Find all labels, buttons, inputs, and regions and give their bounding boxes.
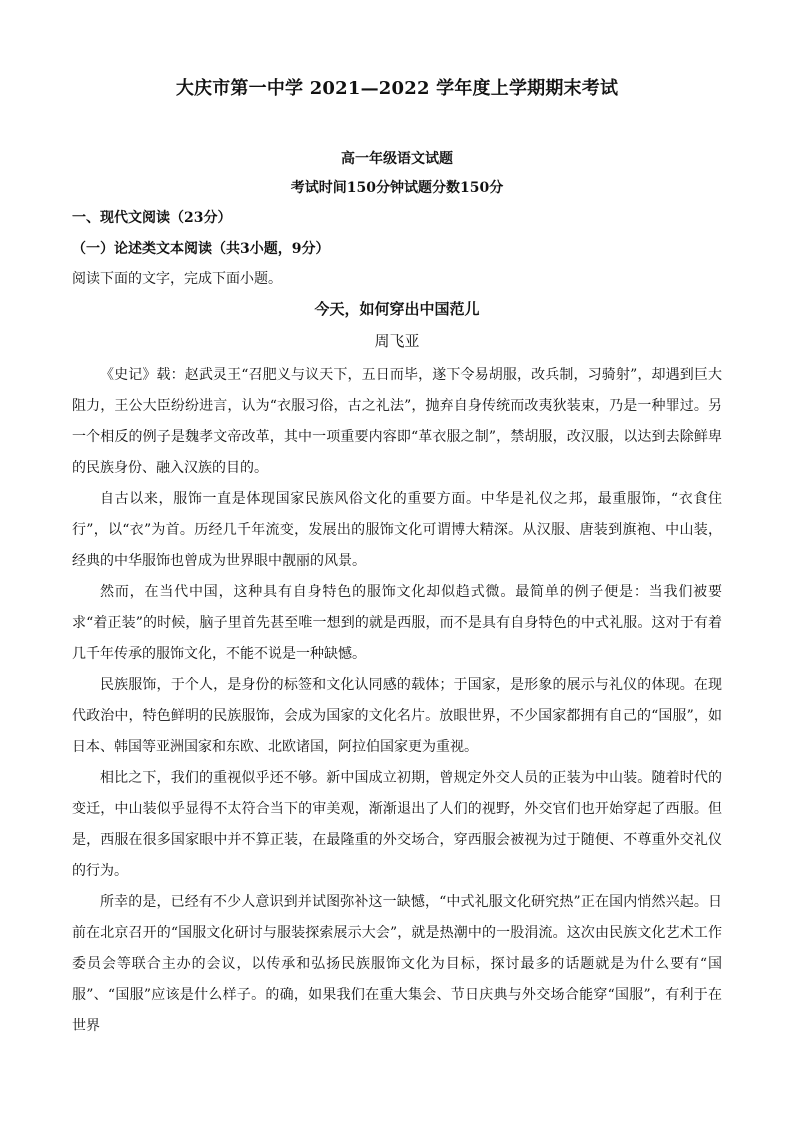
article-title: 今天，如何穿出中国范儿: [314, 300, 480, 318]
subsection-heading-argumentative: （一）论述类文本阅读（共3小题，9分）: [72, 241, 330, 257]
article-body: [72, 360, 722, 1042]
article-paragraph: 然而，在当代中国，这种具有自身特色的服饰文化却似趋式微。最简单的例子便是：当我们被要求“着正装”的时候，脑子里首先甚至唯一想到的就是西服，而不是具有自身特色的中式礼服。这对于有着几千年传承的服饰文化，不能不说是一种缺憾。: [72, 584, 722, 662]
article-paragraph: 相比之下，我们的重视似乎还不够。新中国成立初期，曾规定外交人员的正装为中山装。随着时代的变迁，中山装似乎显得不太符合当下的审美观，渐渐退出了人们的视野，外交官们也开始穿起了西服。但是，西服在很多国家眼中并不算正装，在最隆重的外交场合，穿西服会被视为过于随便、不尊重外交礼仪的行为。: [72, 770, 722, 879]
article-paragraph: 《史记》载：赵武灵王“召肥义与议天下，五日而毕，遂下令易胡服，改兵制，习骑射”，却遇到巨大阻力，王公大臣纷纷进言，认为“衣服习俗，古之礼法”，抛弃自身传统而改夷狄装束，乃是一种罪过。另一个相反的例子是魏孝文帝改革，其中一项重要内容即“革衣服之制”，禁胡服，改汉服，以达到去除鲜卑的民族身份、融入汉族的目的。: [72, 367, 722, 476]
section-heading-modern-reading: 一、现代文阅读（23分）: [72, 210, 232, 226]
exam-meta: 考试时间150分钟试题分数150分: [290, 180, 504, 196]
article-paragraph: 民族服饰，于个人，是身份的标签和文化认同感的载体；于国家，是形象的展示与礼仪的体现。在现代政治中，特色鲜明的民族服饰，会成为国家的文化名片。放眼世界，不少国家都拥有自己的“国服”，如日本、韩国等亚洲国家和东欧、北欧诸国，阿拉伯国家更为重视。: [72, 677, 722, 755]
article-paragraph: 所幸的是，已经有不少人意识到并试图弥补这一缺憾，“中式礼服文化研究热”正在国内悄然兴起。日前在北京召开的“国服文化研讨与服装探索展示大会”，就是热潮中的一股涓流。这次由民族文化艺术工作委员会等联合主办的会议，以传承和弘扬民族服饰文化为目标，探讨最多的话题就是为什么要有“国服”、“国服”应该是什么样子。的确，如果我们在重大集会、节日庆典与外交场合能穿“国服”，有利于在世界: [72, 894, 722, 1034]
subject-title: 高一年级语文试题: [341, 151, 453, 167]
exam-title: 大庆市第一中学 2021—2022 学年度上学期期末考试: [175, 78, 619, 99]
reading-instruction: 阅读下面的文字，完成下面小题。: [72, 271, 282, 287]
article-author: 周飞亚: [374, 332, 420, 350]
article-paragraph: 自古以来，服饰一直是体现国家民族风俗文化的重要方面。中华是礼仪之邦，最重服饰，“衣食住行”，以“衣”为首。历经几千年流变，发展出的服饰文化可谓博大精深。从汉服、唐装到旗袍、中山装，经典的中华服饰也曾成为世界眼中靓丽的风景。: [72, 491, 722, 569]
